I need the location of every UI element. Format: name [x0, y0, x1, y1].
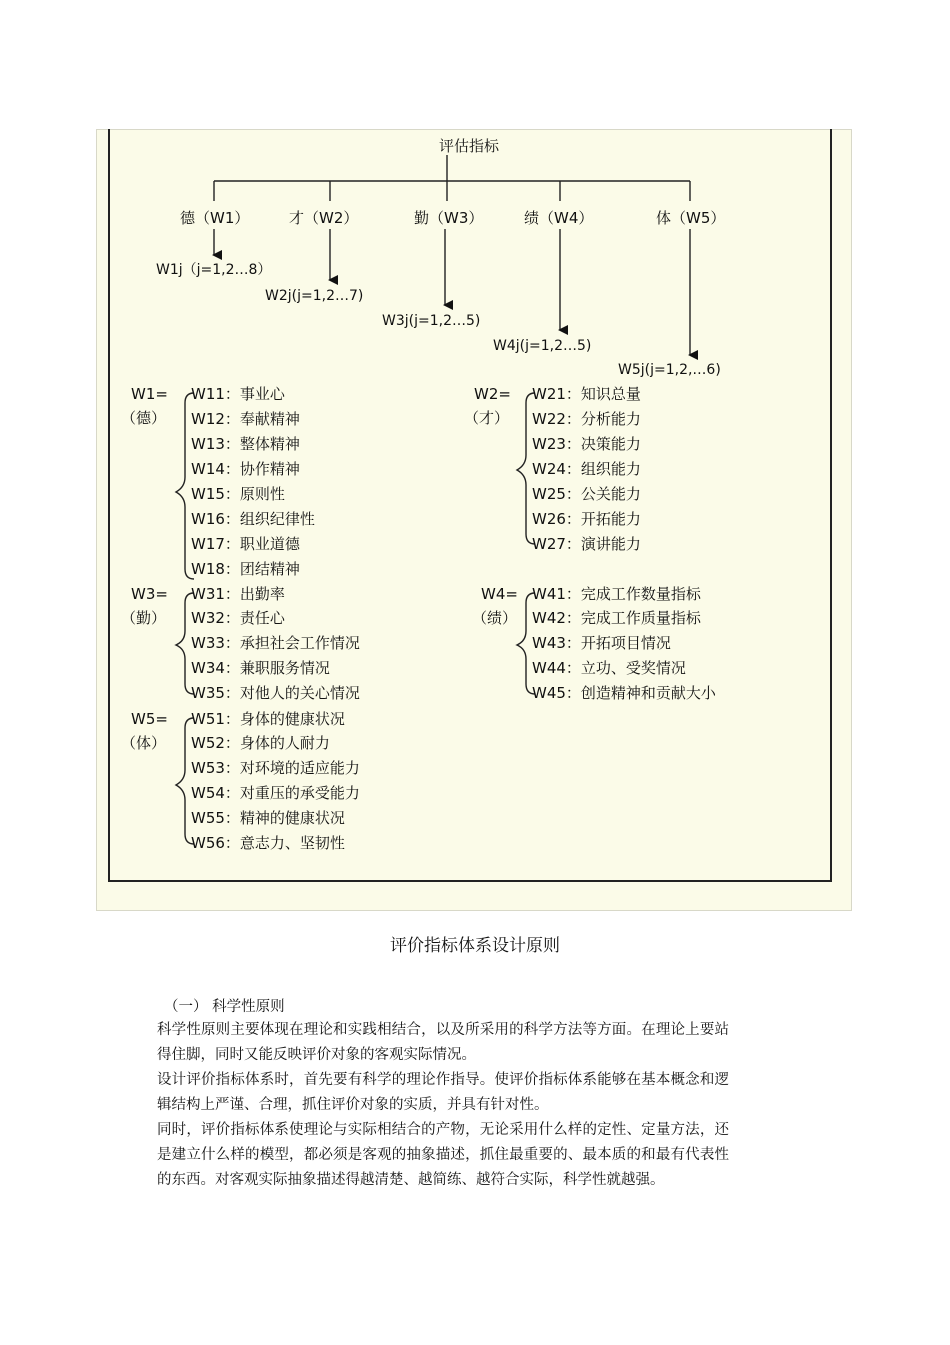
list-item: W51：身体的健康状况 — [191, 710, 345, 728]
list-item: W32：责任心 — [191, 609, 285, 627]
list-item: W22：分析能力 — [532, 410, 641, 428]
list-item: W31：出勤率 — [191, 585, 285, 603]
list-item: W54：对重压的承受能力 — [191, 784, 360, 802]
list-item: W41：完成工作数量指标 — [532, 585, 701, 603]
list-item: W23：决策能力 — [532, 435, 641, 453]
sub-w5: W5j(j=1,2,…6) — [618, 362, 721, 378]
list-item: W34：兼职服务情况 — [191, 659, 330, 677]
list-item: W17：职业道德 — [191, 535, 300, 553]
list-item: W42：完成工作质量指标 — [532, 609, 701, 627]
list-item: W16：组织纪律性 — [191, 510, 315, 528]
group-w4-tag: （绩） — [472, 609, 518, 627]
group-w3-tag: （勤） — [121, 609, 167, 627]
group-w1-head: W1= — [131, 385, 168, 403]
list-item: W13：整体精神 — [191, 435, 300, 453]
list-item: W52：身体的人耐力 — [191, 734, 330, 752]
list-item: W24：组织能力 — [532, 460, 641, 478]
sub-w2: W2j(j=1,2…7) — [265, 288, 364, 304]
branch-w3: 勤（W3） — [414, 209, 484, 227]
list-item: W11：事业心 — [191, 385, 285, 403]
sub-w3: W3j(j=1,2…5) — [382, 313, 481, 329]
group-w2-head: W2= — [474, 385, 511, 403]
paragraph: 科学性原则主要体现在理论和实践相结合，以及所采用的科学方法等方面。在理论上要站得住脚，同时又能反映评价对象的客观实际情况。 — [157, 1022, 729, 1063]
list-item: W35：对他人的关心情况 — [191, 684, 360, 702]
group-w1-tag: （德） — [121, 409, 167, 427]
branch-w4: 绩（W4） — [524, 209, 594, 227]
paragraph: 同时，评价指标体系使理论与实际相结合的产物，无论采用什么样的定性、定量方法，还是建立什么样的模型，都必须是客观的抽象描述，抓住最重要的、最本质的和最有代表性的东西。对客观实际抽象描述得越清楚、越简练、越符合实际，科学性就越强。 — [157, 1122, 729, 1188]
list-item: W44：立功、受奖情况 — [532, 659, 686, 677]
figure-caption: 评价指标体系设计原则 — [390, 936, 560, 956]
group-w5-head: W5= — [131, 710, 168, 728]
group-w3-head: W3= — [131, 585, 168, 603]
list-item: W43：开拓项目情况 — [532, 634, 671, 652]
branch-w2: 才（W2） — [289, 209, 359, 227]
list-item: W25：公关能力 — [532, 485, 641, 503]
list-item: W26：开拓能力 — [532, 510, 641, 528]
list-item: W14：协作精神 — [191, 460, 300, 478]
root-node: 评估指标 — [439, 137, 500, 155]
list-item: W15：原则性 — [191, 485, 285, 503]
list-item: W27：演讲能力 — [532, 535, 641, 553]
list-item: W21：知识总量 — [532, 385, 641, 403]
list-item: W33：承担社会工作情况 — [191, 634, 360, 652]
group-w2-tag: （才） — [464, 409, 510, 427]
list-item: W18：团结精神 — [191, 560, 300, 578]
sub-w4: W4j(j=1,2…5) — [493, 338, 592, 354]
group-w4-head: W4= — [481, 585, 518, 603]
evaluation-index-diagram — [96, 129, 850, 909]
list-item: W12：奉献精神 — [191, 410, 300, 428]
branch-w5: 体（W5） — [656, 209, 726, 227]
paragraph: 设计评价指标体系时，首先要有科学的理论作指导。使评价指标体系能够在基本概念和逻辑结构上严谨、合理，抓住评价对象的实质，并具有针对性。 — [157, 1072, 729, 1113]
list-item: W56：意志力、坚韧性 — [191, 834, 345, 852]
section-title: （一） 科学性原则 — [164, 999, 285, 1015]
list-item: W45：创造精神和贡献大小 — [532, 684, 716, 702]
sub-w1: W1j（j=1,2…8） — [156, 262, 272, 278]
list-item: W55：精神的健康状况 — [191, 809, 345, 827]
group-w5-tag: （体） — [121, 734, 167, 752]
branch-w1: 德（W1） — [180, 209, 250, 227]
list-item: W53：对环境的适应能力 — [191, 759, 360, 777]
